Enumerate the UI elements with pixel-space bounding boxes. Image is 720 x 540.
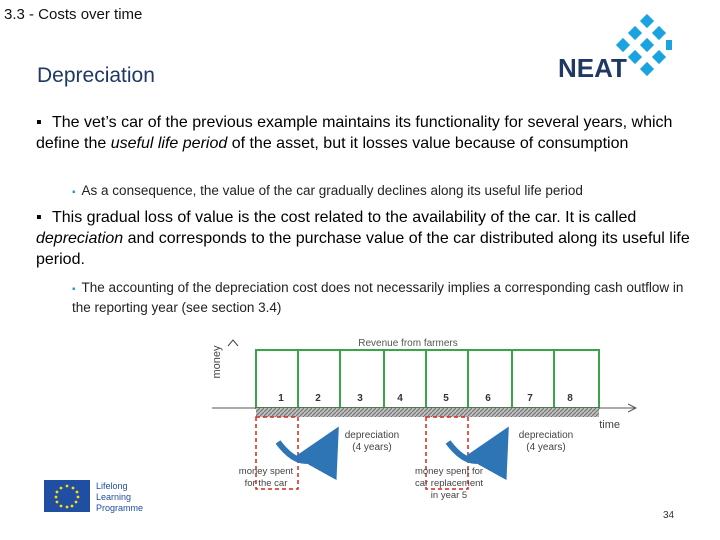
bullet-2-post: and corresponds to the purchase value of the car distributed along its useful life period. (36, 230, 690, 268)
lifelong-learning-logo (44, 480, 156, 514)
year-label: 7 (527, 393, 533, 404)
depreciation-sub-2: (4 years) (526, 442, 566, 453)
sub-bullet-2-text: The accounting of the depreciation cost does not necessarily implies a corresponding cash outflow in the reporting year (see section 3.4) (72, 280, 684, 315)
depreciation-label-1: depreciation (344, 430, 400, 441)
page-number: 34 (663, 510, 675, 521)
sub-bullet-2 (72, 279, 702, 317)
bullet-marker: ▪ (36, 209, 42, 226)
bullet-1-pre: The vet’s car of the previous example maintains its functionality for several years, which define the (36, 114, 673, 152)
bullet-1-emphasis: useful life period (110, 135, 228, 152)
bullet-2-pre: This gradual loss of value is the cost related to the availability of the car. It is called (52, 209, 637, 226)
year-label: 8 (567, 393, 573, 404)
y-axis-arrow (228, 340, 238, 346)
year-label: 6 (485, 393, 491, 404)
money-spent-label-1a: money spent (238, 466, 294, 477)
money-spent-label-2b: car replacement (414, 478, 484, 489)
sub-bullet-1 (72, 182, 702, 202)
y-axis-label: money (211, 345, 223, 379)
depreciation-strip (256, 408, 599, 417)
time-label: time (599, 419, 620, 431)
depreciation-arrow-1 (278, 437, 333, 461)
year-blocks (256, 350, 599, 408)
bullet-2 (36, 207, 696, 270)
programme-text-2: Learning (96, 492, 132, 502)
sub-bullet-marker: ▪ (72, 284, 76, 295)
depreciation-label-2: depreciation (518, 430, 574, 441)
money-spent-label-2c: in year 5 (430, 490, 468, 501)
sub-bullet-marker: ▪ (72, 187, 76, 198)
bullet-marker: ▪ (36, 114, 42, 131)
bullet-2-emphasis: depreciation (36, 230, 124, 247)
revenue-label: Revenue from farmers (358, 338, 458, 349)
year-label: 1 (278, 393, 284, 404)
sub-bullet-1-text: As a consequence, the value of the car gradually declines along its useful life period (81, 183, 583, 198)
year-label: 5 (443, 393, 449, 404)
bullet-1-post: of the asset, but it losses value because of consumption (227, 135, 629, 152)
neat-logo (556, 14, 674, 84)
section-heading: 3.3 - Costs over time (4, 6, 143, 23)
programme-text-3: Programme (96, 503, 144, 513)
year-label: 4 (397, 393, 403, 404)
year-label: 2 (315, 393, 321, 404)
programme-text-1: Lifelong (96, 481, 128, 491)
year-label: 3 (357, 393, 363, 404)
depreciation-diagram (208, 332, 640, 504)
depreciation-sub-1: (4 years) (352, 442, 392, 453)
money-spent-label-2a: money spent for (414, 466, 484, 477)
money-spent-label-1b: for the car (244, 478, 288, 489)
neat-logo-text: NEAT (558, 53, 627, 83)
bullet-1 (36, 112, 696, 154)
slide-title: Depreciation (37, 64, 155, 87)
depreciation-arrow-2 (448, 437, 503, 461)
